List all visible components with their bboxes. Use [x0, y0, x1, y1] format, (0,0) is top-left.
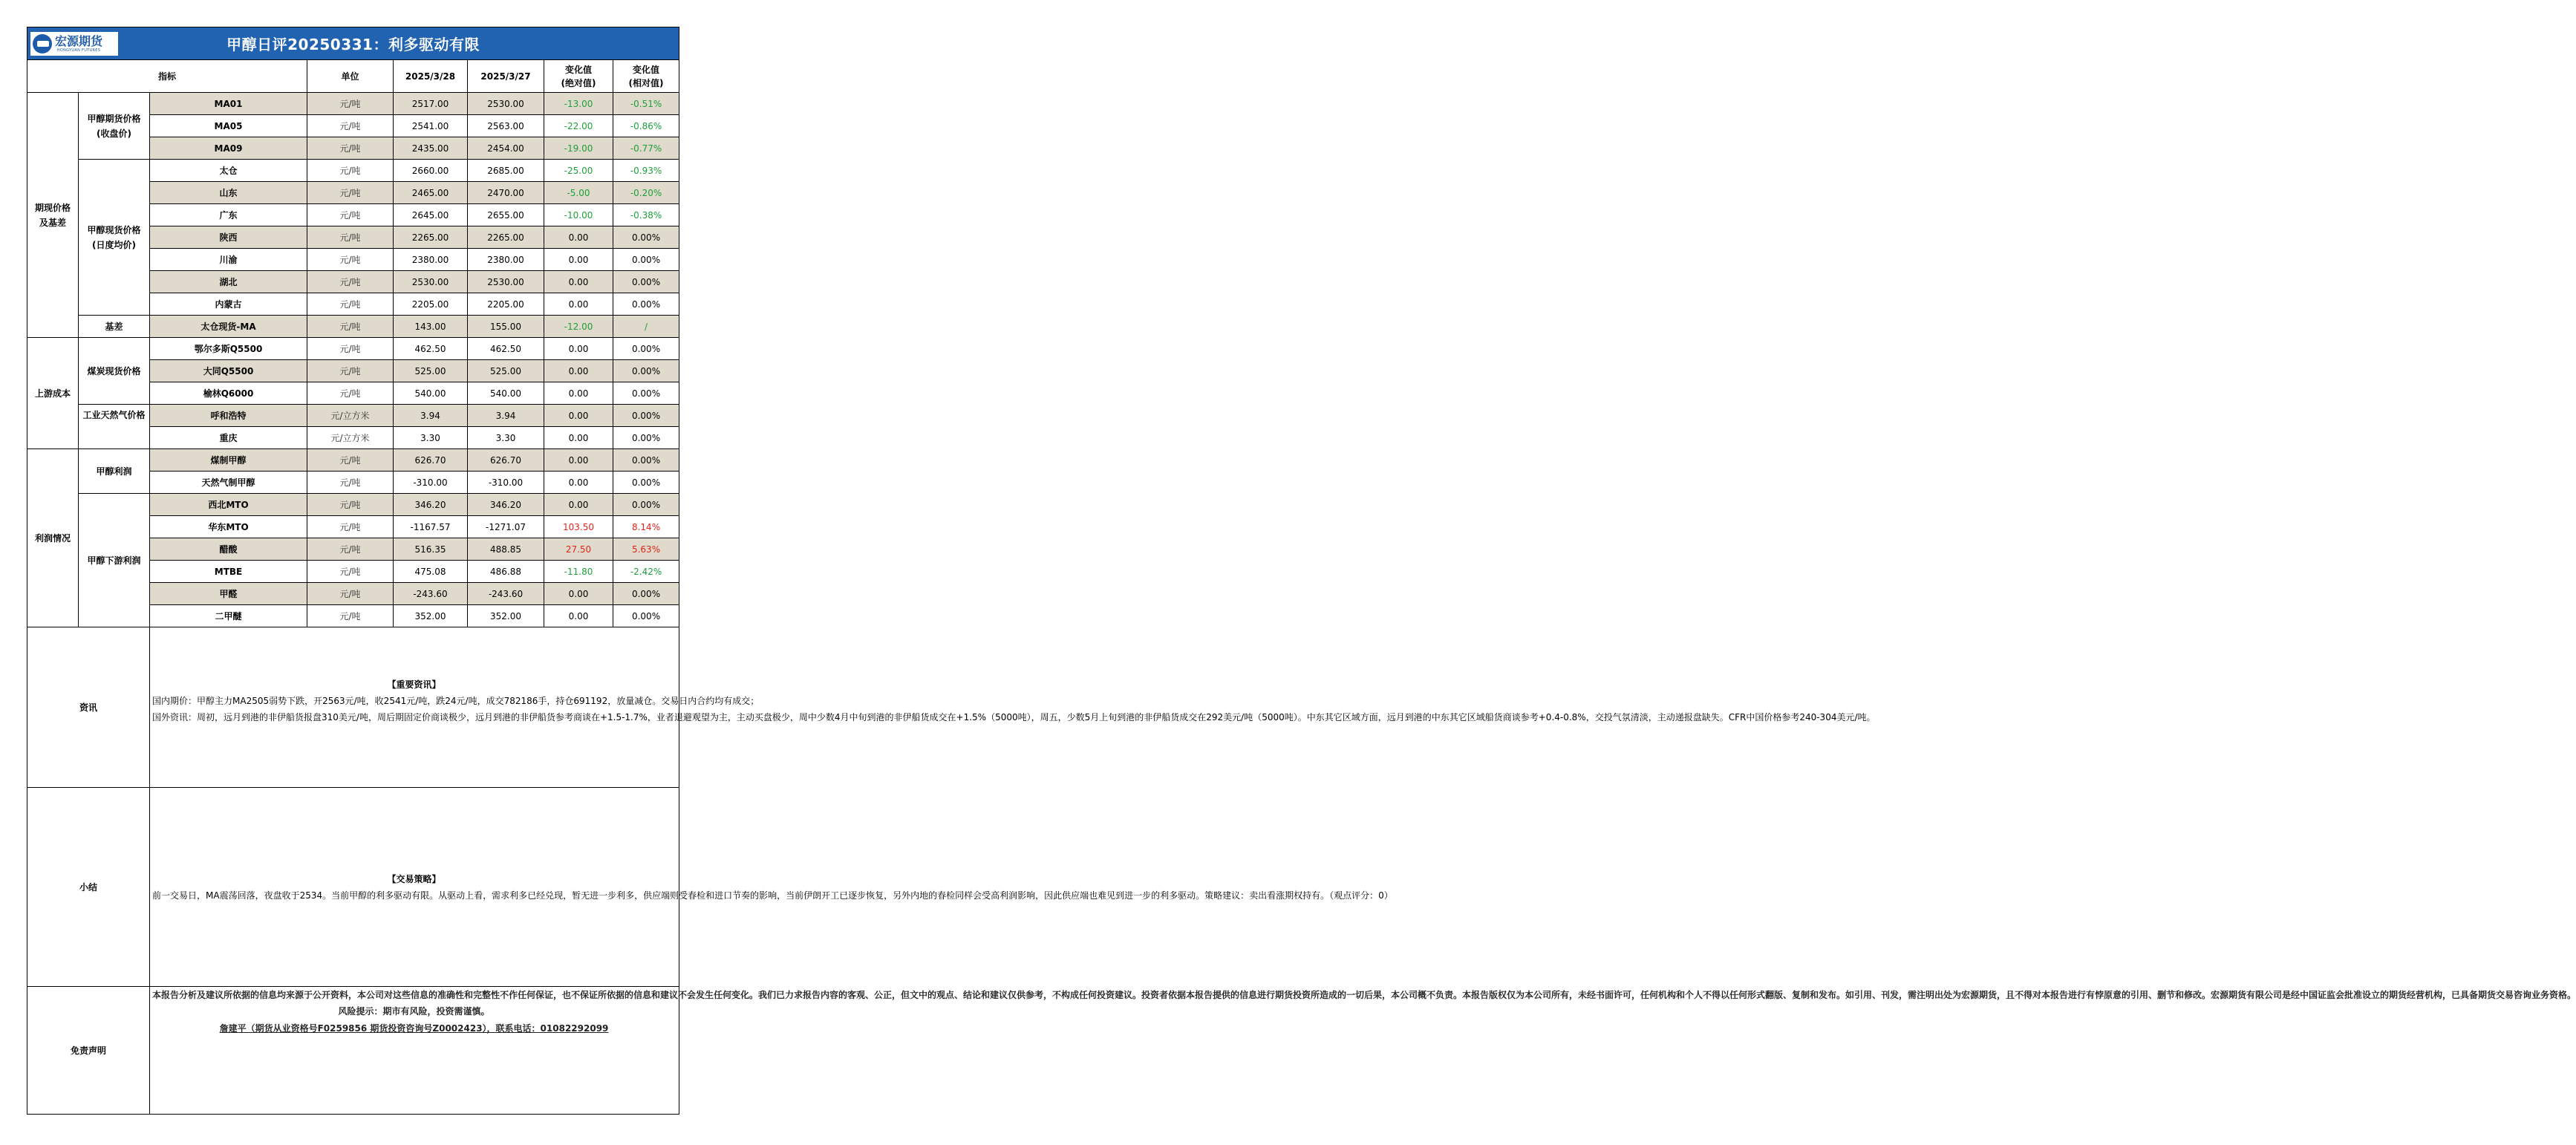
value-date2-cell: 2655.00 [468, 204, 544, 226]
logo-en: HONGYUAN FUTURES [56, 48, 101, 53]
indicator-cell: 重庆 [150, 427, 307, 449]
value-date2-cell: 2380.00 [468, 249, 544, 271]
value-date2-cell: -310.00 [468, 472, 544, 494]
table-row [27, 93, 679, 115]
value-date1-cell: -243.60 [394, 583, 468, 605]
change-abs-cell: 0.00 [544, 427, 613, 449]
unit-cell: 元/吨 [307, 182, 394, 204]
value-date1-cell: 2660.00 [394, 160, 468, 182]
change-rel-cell: 0.00% [613, 449, 679, 472]
unit-cell: 元/吨 [307, 226, 394, 249]
value-date1-cell: 2465.00 [394, 182, 468, 204]
change-abs-cell: 0.00 [544, 338, 613, 360]
unit-cell: 元/吨 [307, 360, 394, 382]
news-section [27, 627, 679, 788]
change-rel-cell: 0.00% [613, 226, 679, 249]
indicator-cell: 二甲醚 [150, 605, 307, 627]
table-row [27, 494, 679, 516]
change-abs-cell: 0.00 [544, 271, 613, 293]
change-abs-cell: 0.00 [544, 226, 613, 249]
indicator-cell: 榆林Q6000 [150, 382, 307, 405]
value-date1-cell: 3.30 [394, 427, 468, 449]
change-abs-cell: 0.00 [544, 494, 613, 516]
value-date2-cell: 3.94 [468, 405, 544, 427]
change-rel-cell: 0.00% [613, 249, 679, 271]
unit-cell: 元/吨 [307, 494, 394, 516]
change-rel-cell: 0.00% [613, 382, 679, 405]
unit-cell: 元/吨 [307, 382, 394, 405]
value-date2-cell: 2454.00 [468, 137, 544, 160]
indicator-cell: 山东 [150, 182, 307, 204]
value-date2-cell: 2530.00 [468, 93, 544, 115]
unit-cell: 元/立方米 [307, 427, 394, 449]
value-date1-cell: 2541.00 [394, 115, 468, 137]
change-rel-cell: -0.20% [613, 182, 679, 204]
summary-text: 前一交易日，MA震荡回落，夜盘收于2534。当前甲醇的利多驱动有限。从驱动上看，需求利多已经兑现，暂无进一步利多，供应端则受春检和进口节奏的影响，当前伊朗开工已逐步恢复，另外内地的春检同样会受高利润影响，因此供应端也难见到进一步的利多驱动。策略建议：卖出看涨期权持有。（观点评分：0） [152, 890, 1393, 901]
change-rel-cell: 0.00% [613, 494, 679, 516]
value-date1-cell: 2530.00 [394, 271, 468, 293]
change-abs-cell: -22.00 [544, 115, 613, 137]
unit-cell: 元/吨 [307, 115, 394, 137]
disclaimer-label: 免责声明 [27, 987, 150, 1115]
summary-heading: 【交易策略】 [387, 873, 441, 884]
col-indicator: 指标 [27, 60, 307, 93]
col-chg-abs: 变化值 (绝对值) [544, 60, 613, 93]
value-date2-cell: -1271.07 [468, 516, 544, 538]
sub-downstream-profit: 甲醇下游利润 [79, 494, 150, 627]
sub-coal-price: 煤炭现货价格 [79, 338, 150, 405]
value-date1-cell: 462.50 [394, 338, 468, 360]
value-date1-cell: -310.00 [394, 472, 468, 494]
risk-warning: 风险提示：期市有风险，投资需谨慎。 [338, 1006, 490, 1017]
col-chg-rel: 变化值 (相对值) [613, 60, 679, 93]
change-abs-cell: 103.50 [544, 516, 613, 538]
value-date1-cell: 346.20 [394, 494, 468, 516]
value-date1-cell: 516.35 [394, 538, 468, 561]
unit-cell: 元/吨 [307, 204, 394, 226]
unit-cell: 元/吨 [307, 137, 394, 160]
unit-cell: 元/吨 [307, 538, 394, 561]
analyst-contact: 詹建平（期货从业资格号F0259856 期货投资咨询号Z0002423），联系电话：01082292099 [219, 1022, 609, 1034]
change-abs-cell: 0.00 [544, 360, 613, 382]
change-abs-cell: -12.00 [544, 316, 613, 338]
indicator-cell: 醋酸 [150, 538, 307, 561]
indicator-cell: 陕西 [150, 226, 307, 249]
change-rel-cell: 0.00% [613, 605, 679, 627]
news-domestic: 国内期价：甲醇主力MA2505弱势下跌，开2563元/吨，收2541元/吨，跌24元/吨，成交782186手，持仓691192，放量减仓。交易日内合约均有成交； [152, 695, 760, 706]
value-date1-cell: 2380.00 [394, 249, 468, 271]
value-date2-cell: 2265.00 [468, 226, 544, 249]
change-abs-cell: 0.00 [544, 605, 613, 627]
table-row [27, 316, 679, 338]
change-abs-cell: -5.00 [544, 182, 613, 204]
unit-cell: 元/吨 [307, 271, 394, 293]
indicator-cell: 川渝 [150, 249, 307, 271]
unit-cell: 元/吨 [307, 472, 394, 494]
indicator-cell: 大同Q5500 [150, 360, 307, 382]
change-rel-cell: / [613, 316, 679, 338]
news-heading: 【重要资讯】 [387, 679, 441, 690]
sub-futures-price: 甲醇期货价格 (收盘价) [79, 93, 150, 160]
value-date1-cell: 540.00 [394, 382, 468, 405]
disclaimer-text: 本报告分析及建议所依据的信息均来源于公开资料，本公司对这些信息的准确性和完整性不作任何保证，也不保证所依据的信息和建议不会发生任何变化。我们已力求报告内容的客观、公正，但文中的观点、结论和建议仅供参考，不构成任何投资建议。投资者依据本报告提供的信息进行期货投资所造成的一切后果，本公司概不负责。本报告版权仅为本公司所有，未经书面许可，任何机构和个人不得以任何形式翻版、复制和发布。如引用、刊发，需注明出处为宏源期货，且不得对本报告进行有悖原意的引用、删节和修改。宏源期货有限公司是经中国证监会批准设立的期货经营机构，已具备期货交易咨询业务资格。 [152, 990, 2576, 1000]
summary-label: 小结 [27, 788, 150, 987]
indicator-cell: MTBE [150, 561, 307, 583]
change-abs-cell: -19.00 [544, 137, 613, 160]
value-date2-cell: 626.70 [468, 449, 544, 472]
change-rel-cell: 0.00% [613, 338, 679, 360]
group-price-basis: 期现价格 及基差 [27, 93, 79, 338]
value-date2-cell: 488.85 [468, 538, 544, 561]
news-label: 资讯 [27, 627, 150, 788]
unit-cell: 元/吨 [307, 316, 394, 338]
logo-cn: 宏源期货 [55, 33, 103, 48]
sub-gas-price: 工业天然气价格 [79, 405, 150, 449]
indicator-cell: MA09 [150, 137, 307, 160]
indicator-cell: 华东MTO [150, 516, 307, 538]
value-date1-cell: 626.70 [394, 449, 468, 472]
indicator-cell: 甲醛 [150, 583, 307, 605]
value-date2-cell: 2470.00 [468, 182, 544, 204]
value-date2-cell: 2685.00 [468, 160, 544, 182]
col-date2: 2025/3/27 [468, 60, 544, 93]
change-rel-cell: 0.00% [613, 271, 679, 293]
group-profit: 利润情况 [27, 449, 79, 627]
change-rel-cell: 0.00% [613, 360, 679, 382]
unit-cell: 元/吨 [307, 249, 394, 271]
indicator-cell: 太仓 [150, 160, 307, 182]
col-date1: 2025/3/28 [394, 60, 468, 93]
indicator-cell: 太仓现货-MA [150, 316, 307, 338]
report-sheet [27, 27, 2576, 1115]
indicator-cell: 广东 [150, 204, 307, 226]
table-row [27, 405, 679, 427]
change-abs-cell: 0.00 [544, 583, 613, 605]
indicator-cell: 西北MTO [150, 494, 307, 516]
text-sections [27, 627, 2576, 1115]
indicator-cell: 鄂尔多斯Q5500 [150, 338, 307, 360]
change-abs-cell: -10.00 [544, 204, 613, 226]
col-unit: 单位 [307, 60, 394, 93]
value-date1-cell: 143.00 [394, 316, 468, 338]
title-cell [27, 27, 679, 60]
indicator-cell: 呼和浩特 [150, 405, 307, 427]
value-date2-cell: 2563.00 [468, 115, 544, 137]
change-rel-cell: 0.00% [613, 405, 679, 427]
change-rel-cell: -2.42% [613, 561, 679, 583]
change-abs-cell: 0.00 [544, 293, 613, 316]
change-abs-cell: -13.00 [544, 93, 613, 115]
unit-cell: 元/吨 [307, 160, 394, 182]
unit-cell: 元/吨 [307, 516, 394, 538]
change-rel-cell: 8.14% [613, 516, 679, 538]
value-date2-cell: 155.00 [468, 316, 544, 338]
group-upstream-cost: 上游成本 [27, 338, 79, 449]
value-date2-cell: 352.00 [468, 605, 544, 627]
change-abs-cell: 0.00 [544, 449, 613, 472]
value-date2-cell: -243.60 [468, 583, 544, 605]
value-date1-cell: -1167.57 [394, 516, 468, 538]
news-content [150, 627, 1876, 788]
indicator-cell: 天然气制甲醇 [150, 472, 307, 494]
change-rel-cell: -0.51% [613, 93, 679, 115]
value-date1-cell: 475.08 [394, 561, 468, 583]
unit-cell: 元/吨 [307, 93, 394, 115]
change-rel-cell: 0.00% [613, 427, 679, 449]
unit-cell: 元/吨 [307, 449, 394, 472]
sub-basis: 基差 [79, 316, 150, 338]
disclaimer-content [150, 987, 2576, 1115]
company-logo [30, 32, 118, 56]
change-rel-cell: -0.38% [613, 204, 679, 226]
change-abs-cell: 0.00 [544, 405, 613, 427]
indicator-cell: MA05 [150, 115, 307, 137]
value-date2-cell: 2530.00 [468, 271, 544, 293]
logo-mark-icon [33, 34, 52, 53]
value-date1-cell: 3.94 [394, 405, 468, 427]
disclaimer-section [27, 987, 679, 1115]
value-date2-cell: 540.00 [468, 382, 544, 405]
column-header-row [27, 60, 679, 93]
indicator-cell: 内蒙古 [150, 293, 307, 316]
value-date1-cell: 2517.00 [394, 93, 468, 115]
summary-section [27, 788, 679, 987]
unit-cell: 元/吨 [307, 293, 394, 316]
value-date1-cell: 2205.00 [394, 293, 468, 316]
indicator-cell: 湖北 [150, 271, 307, 293]
value-date1-cell: 352.00 [394, 605, 468, 627]
change-rel-cell: 0.00% [613, 583, 679, 605]
unit-cell: 元/吨 [307, 338, 394, 360]
change-abs-cell: -11.80 [544, 561, 613, 583]
change-abs-cell: 27.50 [544, 538, 613, 561]
title-bar [27, 27, 679, 60]
change-abs-cell: 0.00 [544, 472, 613, 494]
change-rel-cell: -0.86% [613, 115, 679, 137]
indicator-cell: 煤制甲醇 [150, 449, 307, 472]
value-date1-cell: 525.00 [394, 360, 468, 382]
value-date1-cell: 2435.00 [394, 137, 468, 160]
table-row [27, 338, 679, 360]
value-date1-cell: 2265.00 [394, 226, 468, 249]
sub-methanol-profit: 甲醇利润 [79, 449, 150, 494]
report-table [27, 27, 679, 627]
value-date2-cell: 462.50 [468, 338, 544, 360]
value-date1-cell: 2645.00 [394, 204, 468, 226]
change-rel-cell: -0.77% [613, 137, 679, 160]
value-date2-cell: 486.88 [468, 561, 544, 583]
change-abs-cell: -25.00 [544, 160, 613, 182]
value-date2-cell: 346.20 [468, 494, 544, 516]
unit-cell: 元/吨 [307, 583, 394, 605]
indicator-cell: MA01 [150, 93, 307, 115]
value-date2-cell: 3.30 [468, 427, 544, 449]
unit-cell: 元/吨 [307, 605, 394, 627]
table-row [27, 449, 679, 472]
change-rel-cell: -0.93% [613, 160, 679, 182]
news-foreign: 国外资讯：周初，远月到港的非伊船货报盘310美元/吨，周后期固定价商谈极少，远月到港的非伊船货参考商谈在+1.5-1.7%，业者退避观望为主，主动买盘极少，周中少数4月中旬到港的非伊船货成交在+1.5%（5000吨），周五，少数5月上旬到港的非伊船货成交在292美元/吨（5000吨）。中东其它区域方面，远月到港的中东其它区域船货商谈参考+0.4-0.8%，交投气氛清淡，主动递报盘缺失。CFR中国价格参考240-304美元/吨。 [152, 711, 1876, 722]
summary-content [150, 788, 1393, 987]
change-abs-cell: 0.00 [544, 249, 613, 271]
value-date2-cell: 525.00 [468, 360, 544, 382]
unit-cell: 元/立方米 [307, 405, 394, 427]
change-rel-cell: 0.00% [613, 293, 679, 316]
sub-spot-price: 甲醇现货价格 (日度均价) [79, 160, 150, 316]
table-row [27, 160, 679, 182]
report-title: 甲醇日评20250331：利多驱动有限 [226, 36, 480, 53]
unit-cell: 元/吨 [307, 561, 394, 583]
change-abs-cell: 0.00 [544, 382, 613, 405]
change-rel-cell: 0.00% [613, 472, 679, 494]
change-rel-cell: 5.63% [613, 538, 679, 561]
value-date2-cell: 2205.00 [468, 293, 544, 316]
